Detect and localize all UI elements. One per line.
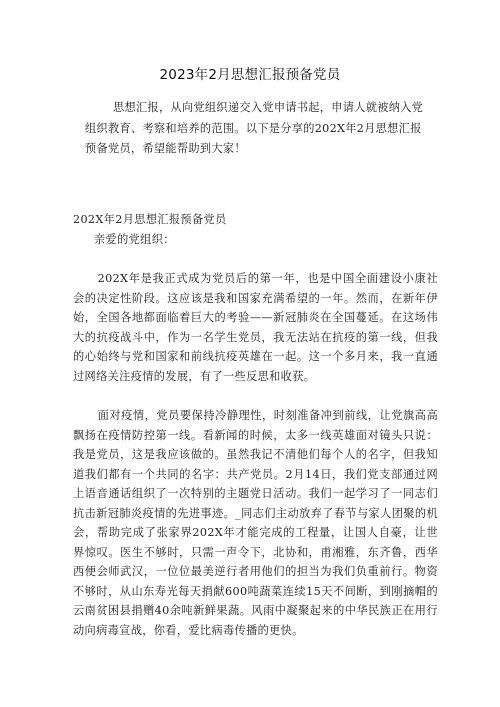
- document-title: 2023年2月思想汇报预备党员: [159, 67, 341, 83]
- intro-paragraph: 思想汇报，从向党组织递交入党申请书起，申请人就被纳入党组织教育、考察和培养的范围。以下是分享的202X年2月思想汇报预备党员，希望能帮助到大家！: [85, 101, 424, 155]
- body-paragraph-2: 面对疫情，党员要保持冷静理性，时刻准备冲到前线，让党旗高高飘扬在疫情防控第一线。看新闻的时候，太多一线英雄面对镜头只说：我是党员，这是我应该做的。虽然我记不清他们每个人的名字，但我知道我们都有一个共同的名字：共产党员。2月14日，我们党支部通过网上语音通话组织了一次特别的主题党日活动。我们一起学习了一同志们抗击新冠肺炎疫情的先进事迹。_同志们主动放弃了春节与家人团聚的机会，帮助完成了张家界202X年才能完成的工程量，让国人自豪，让世界惊叹。医生不够时，只需一声令下，北协和，甫湘雅，东齐鲁，西华西便会师武汉，一位位最美逆行者用他们的担当为我们负重前行。物资不够时，从山东寿光每天捐献600吨蔬菜连续15天不间断，到刚摘帽的云南贫困县捐赠40余吨新鲜果蔬。风雨中凝聚起来的中华民族正在用行动向病毒宣战，你看，爱比病毒传播的更快。: [73, 409, 438, 637]
- body-paragraph-1: 202X年是我正式成为党员后的第一年，也是中国全面建设小康社会的决定性阶段。这应该是我和国家充满希望的一年。然而，在新年伊始，全国各地都面临着巨大的考验——新冠肺炎在全国蔓延。在这场伟大的抗疫战斗中，作为一名学生党员，我无法站在抗疫的第一线，但我的心始终与党和国家和前线抗疫英雄在一起。这一个多月来，我一直通过网络关注疫情的发展，有了一些反思和收获。: [73, 272, 438, 383]
- salutation: 亲爱的党组织：: [94, 232, 175, 246]
- letter-body: [73, 210, 438, 640]
- letter-heading: 202X年2月思想汇报预备党员: [73, 213, 227, 226]
